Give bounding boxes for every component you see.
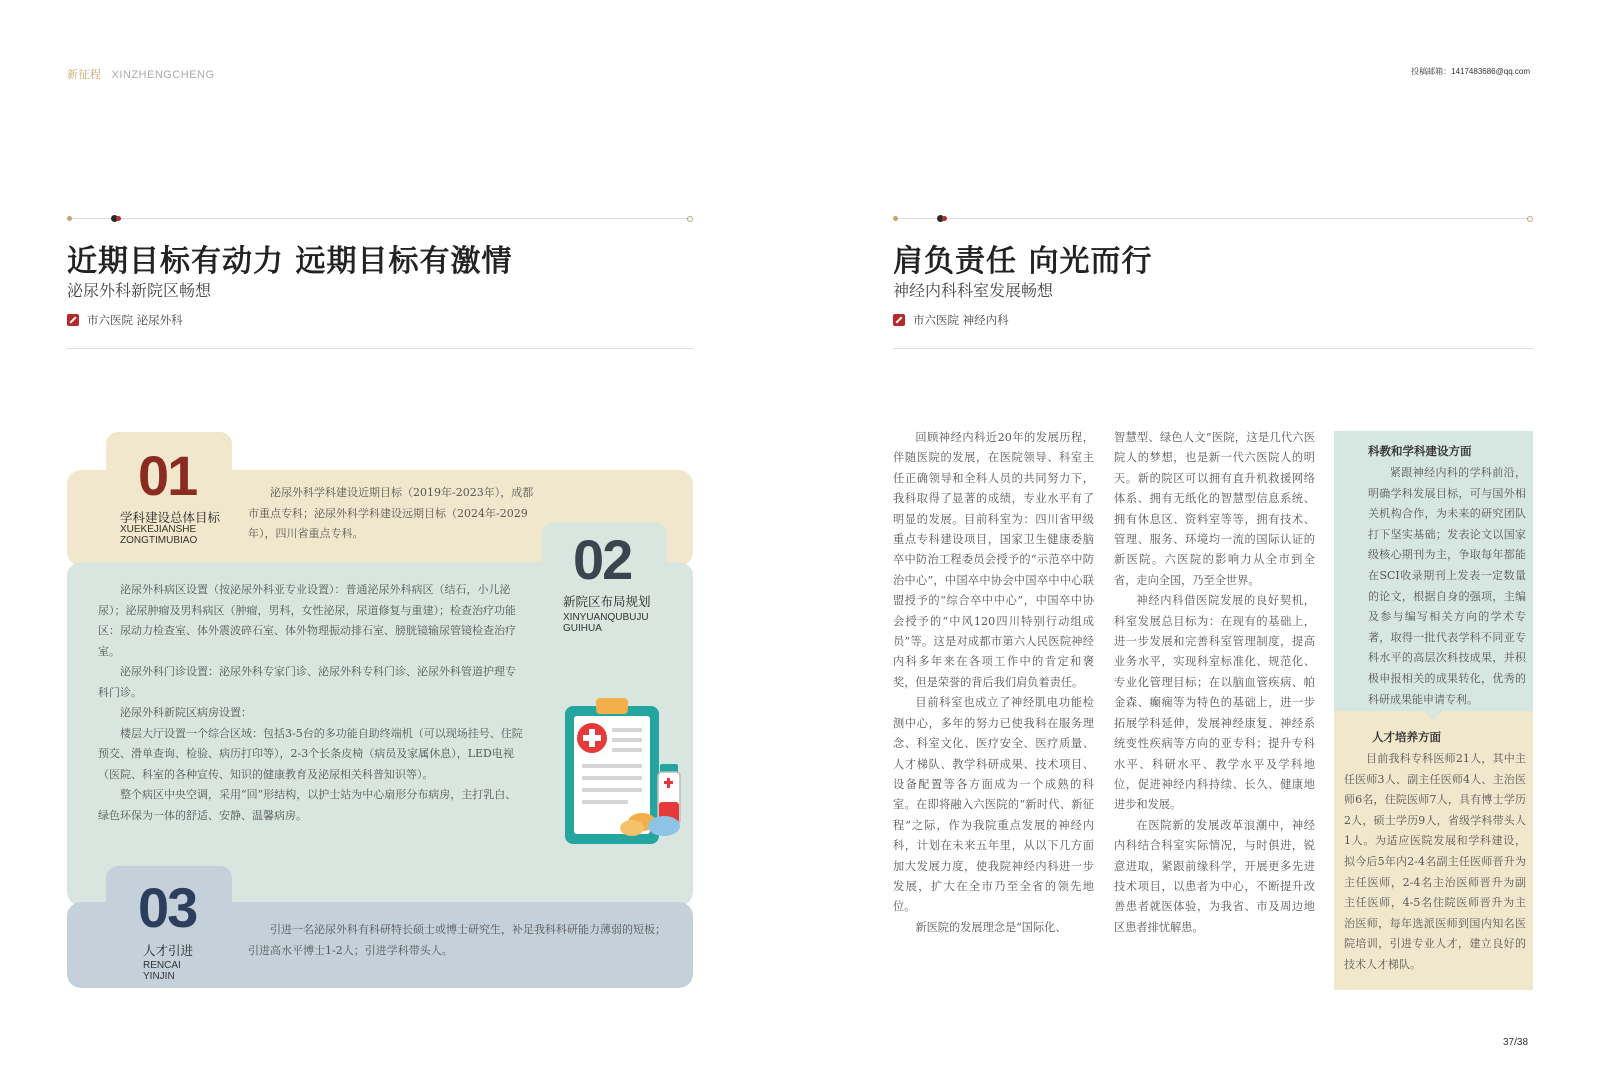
sidebar-research-text <box>1368 463 1526 710</box>
sidebar-talent-box <box>1334 711 1533 990</box>
right-divider <box>893 348 1533 349</box>
section-02-paragraph: 整个病区中央空调，采用“回”形结构，以护士站为中心扇形分布病房，主打乳白、绿色环保为一体的舒适、安静、温馨病房。 <box>98 788 517 822</box>
body-paragraph: 回顾神经内科近20年的发展历程，伴随医院的发展，在医院领导、科室主任正确领导和全科人员的共同努力下，我科取得了显著的成绩，专业水平有了明显的发展。目前科室为：四川省甲级重点专科建设项目，国家卫生健康委脑卒中防治工程委员会授予的“示范卒中防治中心”，中国卒中协会中国卒中中心联盟授予的“综合卒中中心”，中国卒中协会授予的“中风120四川特别行动组成员”等。这是对成都市第六人民医院神经内科多年来在各项工作中的肯定和褒奖，但是荣誉的背后我们肩负着责任。 <box>893 431 1094 689</box>
decorative-rule <box>893 214 1533 224</box>
right-byline-text: 市六医院 神经内科 <box>913 313 1009 327</box>
section-01-text <box>248 483 536 545</box>
header-section-en: XINZHENGCHENG <box>111 69 215 81</box>
sidebar-talent-heading: 人才培养方面 <box>1372 730 1441 744</box>
submission-email: 投稿邮箱：1417483686@qq.com <box>1411 67 1530 76</box>
section-03-paragraph: 引进一名泌尿外科有科研特长硕士或博士研究生，补足我科科研能力薄弱的短板；引进高水平博士1-2人；引进学科带头人。 <box>248 923 666 957</box>
section-03-text <box>248 920 668 961</box>
right-article-title: 肩负责任 向光而行 <box>893 244 1153 279</box>
decorative-rule <box>67 214 693 224</box>
section-03-number: 03 <box>138 876 197 939</box>
sidebar-notch <box>1424 711 1442 720</box>
sidebar-research-box <box>1334 431 1533 711</box>
section-02-text <box>98 580 526 826</box>
right-column-1 <box>893 428 1094 998</box>
section-01-en-2: ZONGTIMUBIAO <box>120 535 198 546</box>
sidebar-talent-text <box>1344 749 1526 976</box>
section-02-number: 02 <box>573 528 632 591</box>
header-section-cn: 新征程 <box>67 69 102 81</box>
section-03-title: 人才引进 <box>143 943 194 958</box>
sidebar-research-heading: 科教和学科建设方面 <box>1368 444 1472 458</box>
section-02-title: 新院区布局规划 <box>563 594 651 609</box>
right-column-2 <box>1114 428 1315 998</box>
clipboard-medical-icon <box>560 698 700 848</box>
right-article-subtitle: 神经内科科室发展畅想 <box>893 281 1054 300</box>
section-02-paragraph: 泌尿外科病区设置（按泌尿外科亚专业设置）：普通泌尿外科病区（结石，小儿泌尿）；泌尿肿瘤及男科病区（肿瘤，男科，女性泌尿，尿道修复与重建）；检查治疗功能区：尿动力检查室、体外震波碎石室、体外物理振动排石室、膀胱镜输尿管镜检查治疗室。 <box>98 583 516 658</box>
left-byline-text: 市六医院 泌尿外科 <box>87 313 183 327</box>
section-02-paragraph: 泌尿外科新院区病房设置： <box>120 706 252 719</box>
section-02-en-2: GUIHUA <box>563 623 602 634</box>
left-article-subtitle: 泌尿外科新院区畅想 <box>67 281 212 300</box>
page-number: 37/38 <box>1503 1037 1529 1048</box>
body-paragraph: 神经内科借医院发展的良好契机，科室发展总目标为：在现有的基础上，进一步发展和完善科室管理制度，提高业务水平，实现科室标准化、规范化、专业化管理目标；在以脑血管疾病、帕金森、癫痫等为特色的基础上，进一步拓展学科延伸，发展神经康复、神经系统变性疾病等方向的亚专科；提升专科水平、科研水平、教学水平及学科地位，促进神经内科持续、长久、健康地进步和发展。 <box>1114 594 1315 812</box>
pen-icon <box>67 314 79 326</box>
section-01-paragraph: 泌尿外科学科建设近期目标（2019年-2023年），成都市重点专科；泌尿外科学科建设远期目标（2024年-2029年），四川省重点专科。 <box>248 486 534 540</box>
body-paragraph: 新医院的发展理念是“国际化、 <box>915 920 1067 934</box>
section-03-en-1: RENCAI <box>143 960 181 971</box>
running-header-left <box>67 66 215 82</box>
left-divider <box>67 348 693 349</box>
body-paragraph: 在医院新的发展改革浪潮中，神经内科结合科室实际情况，与时俱进，锐意进取，紧跟前缘科学，开展更多先进技术项目，以患者为中心，不断提升改善患者就医体验，为我省、市及周边地区患者排忧解患。 <box>1114 818 1315 934</box>
section-01-number: 01 <box>138 444 197 507</box>
section-02-en-1: XINYUANQUBUJU <box>563 612 649 623</box>
pen-icon <box>893 314 905 326</box>
right-byline <box>893 312 1009 328</box>
section-02-paragraph: 泌尿外科门诊设置：泌尿外科专家门诊、泌尿外科专科门诊、泌尿外科管道护理专科门诊。 <box>98 665 516 699</box>
section-01-en-1: XUEKEJIANSHE <box>120 524 197 535</box>
left-article-title: 近期目标有动力 远期目标有激情 <box>67 244 513 279</box>
body-paragraph: 目前科室也成立了神经肌电功能检测中心，多年的努力已使我科在服务理念、科室文化、医疗安全、医疗质量、人才梯队、教学科研成果、技术项目、设备配置等各方面成为一个成熟的科室。在即将融入六医院的“新时代、新征程”之际，作为我院重点发展的神经内科，计划在未来五年里，从以下几方面加大发展力度，使我院神经内科进一步发展，扩大在全市乃至全省的领先地位。 <box>893 696 1094 914</box>
sidebar-research-paragraph: 紧跟神经内科的学科前沿，明确学科发展目标，可与国外相关机构合作，为未来的研究团队打下坚实基础；发表论文以国家级核心期刊为主，争取每年都能在SCI收录期刊上发表一定数量的论文，根据自身的强项，主编及参与编写相关方向的学术专著，取得一批代表学科不同亚专科水平的高层次科技成果，并积极申报相关的成果转化，优秀的科研成果能申请专利。 <box>1368 466 1526 706</box>
section-03-en-2: YINJIN <box>143 971 175 982</box>
section-02-paragraph: 楼层大厅设置一个综合区域：包括3-5台的多功能自助终端机（可以现场挂号、住院预交、滑单查询、检验、病历打印等），2-3个长条皮椅（病员及家属休息），LED电视（医院、科室的各种宣传、知识的健康教育及泌尿相关科普知识等）。 <box>98 726 523 781</box>
left-byline <box>67 312 183 328</box>
sidebar-talent-paragraph: 目前我科专科医师21人，其中主任医师3人、副主任医师4人、主治医师6名，住院医师7人，具有博士学历2人，硕士学历9人，省级学科带头人1人。为适应医院发展和学科建设，拟今后5年内2-4名副主任医师晋升为主任医师，2-4名主治医师晋升为副主任医师，4-5名住院医师晋升为主治医师，每年选派医师到国内知名医院培训，引进专业人才，建立良好的技术人才梯队。 <box>1344 752 1526 971</box>
body-paragraph: 智慧型、绿色人文”医院，这是几代六医院人的梦想，也是新一代六医院人的明天。新的院区可以拥有直升机救援网络体系、拥有无纸化的智慧型信息系统、拥有休息区、资料室等等，拥有技术、管理、服务、环境均一流的国际认证的新医院。六医院的影响力从全市到全省，走向全国，乃至全世界。 <box>1114 431 1315 587</box>
section-01-title: 学科建设总体目标 <box>120 510 221 525</box>
